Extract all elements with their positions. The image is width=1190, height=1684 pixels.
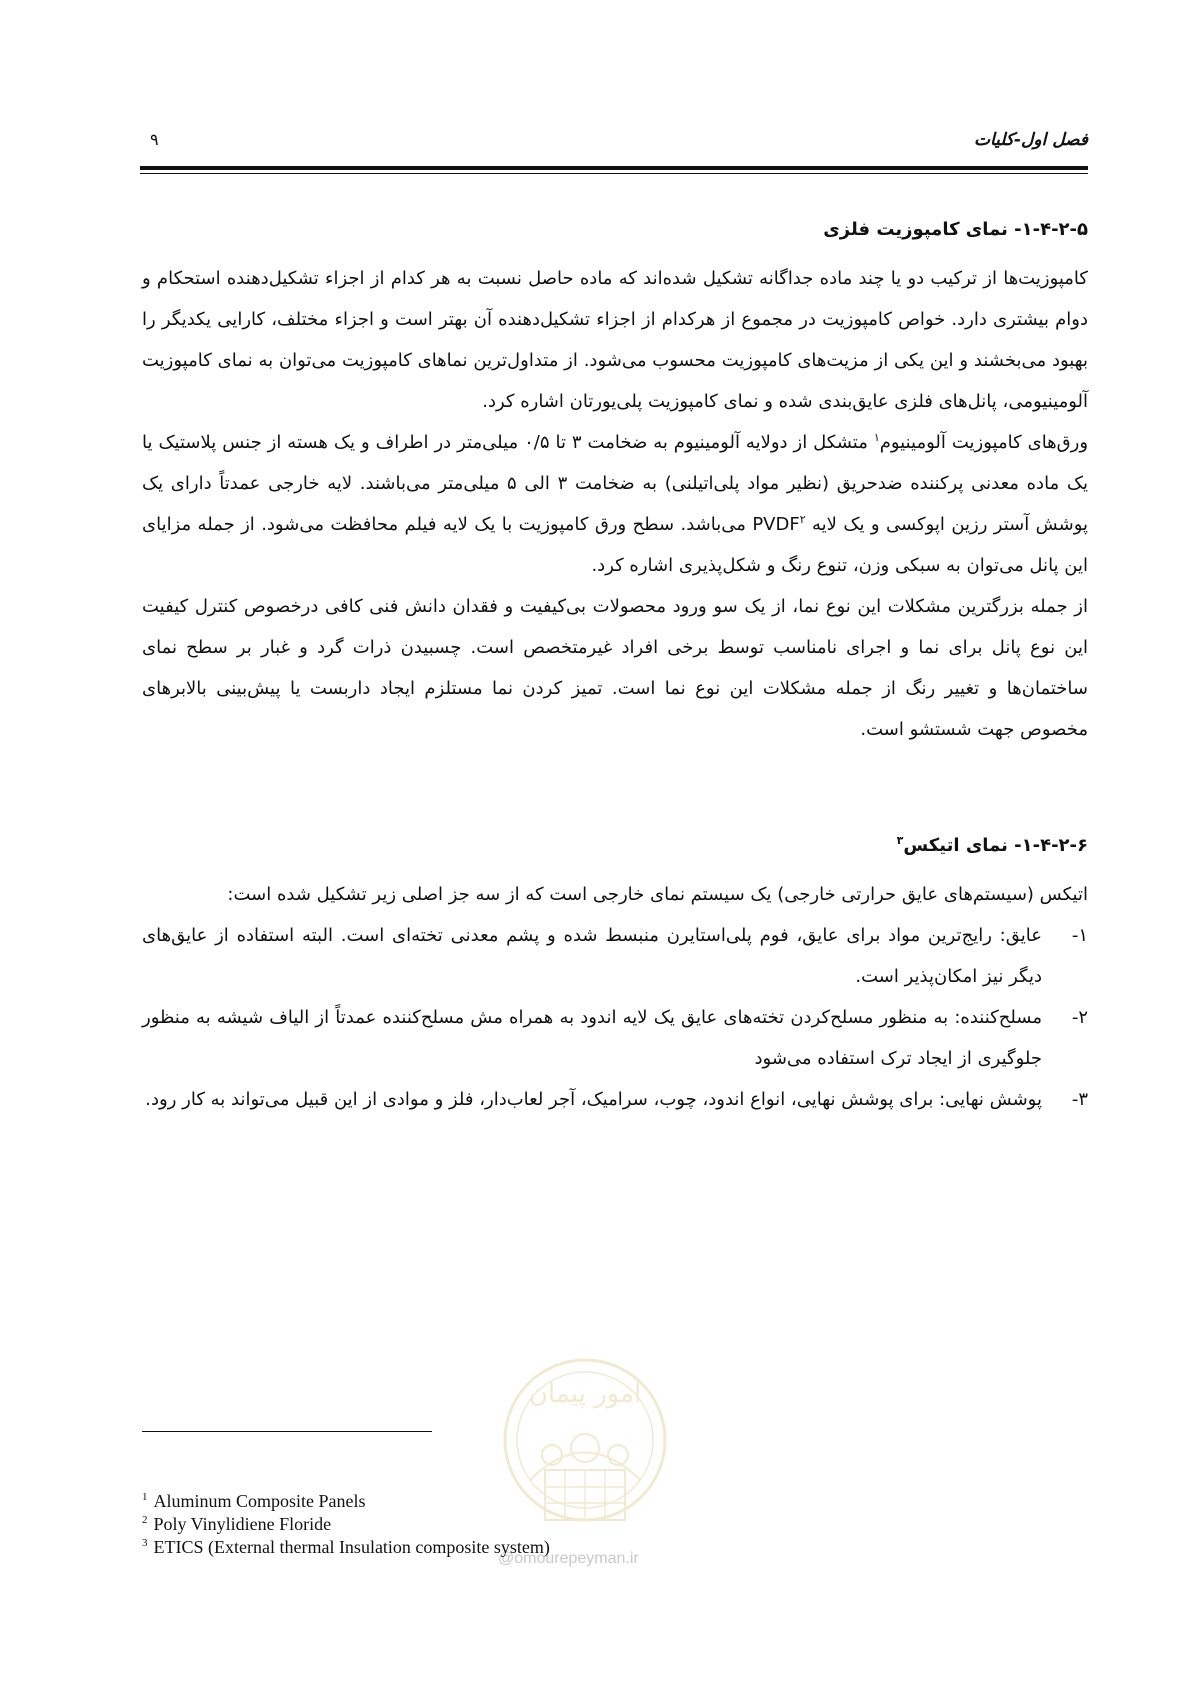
- list-text: عایق: رایج‌ترین مواد برای عایق، فوم پلی‌استایرن منبسط شده و پشم معدنی تخته‌ای است. البته استفاده از عایق‌های دیگر نیز امکان‌پذیر است.: [142, 925, 1042, 987]
- page-number: ۹: [150, 130, 159, 149]
- watermark-logo-text: امور پیمان: [528, 1379, 642, 1409]
- list-text: پوشش نهایی: برای پوشش نهایی، انواع اندود، چوب، سرامیک، آجر لعاب‌دار، فلز و موادی از این قبیل می‌تواند به کار رود.: [145, 1089, 1042, 1110]
- list-number: ۲-: [1071, 1007, 1088, 1028]
- paragraph-etics-intro: اتیکس (سیستم‌های عایق حرارتی خارجی) یک سیستم نمای خارجی است که از سه جز اصلی زیر تشکیل شده است:: [227, 884, 1088, 905]
- paragraph-aluminum-sheets: [142, 422, 1088, 586]
- text-fragment: متشکل از دولایه آلومینیوم به ضخامت ۳ تا ۰/۵ میلی‌متر در اطراف و یک هسته از جنس پلاستیک یا یک ماده معدنی پرکننده ضدحریق (نظیر مواد پلی‌اتیلنی) به ضخامت ۳ الی ۵ میلی‌متر می‌باشند. لایه خارجی عمدتاً دارای یک پوشش آستر رزین اپوکسی و یک لایه PVDF: [142, 432, 1089, 535]
- footnote-item: [142, 1490, 742, 1513]
- paragraph-composite-problems: از جمله بزرگترین مشکلات این نوع نما، از یک سو ورود محصولات بی‌کیفیت و فقدان دانش فنی کافی درخصوص کنترل کیفیت این نوع پانل برای نما و اجرای نامناسب توسط برخی افراد غیرمتخصص است. چسبیدن ذرات گرد و غبار بر سطح نمای ساختمان‌ها و تغییر رنگ از جمله مشکلات این نوع نما است. تمیز کردن نما مستلزم ایجاد داربست یا پیش‌بینی بالابرهای مخصوص جهت شستشو است.: [142, 596, 1088, 740]
- list-text: مسلح‌کننده: به منظور مسلح‌کردن تخته‌های عایق یک لایه اندود به همراه مش مسلح‌کننده عمدتاً از الیاف شیشه به منظور جلوگیری از ایجاد ترک استفاده می‌شود: [142, 1007, 1042, 1069]
- paragraph-composite-intro: کامپوزیت‌ها از ترکیب دو یا چند ماده جداگانه تشکیل شده‌اند که ماده حاصل نسبت به هر کدام از اجزاء تشکیل‌دهنده استحکام و دوام بیشتری دارد. خواص کامپوزیت در مجموع از هرکدام از اجزاء تشکیل‌دهنده آن بهتر است و اجزاء مختلف، کارایی یکدیگر را بهبود می‌بخشند و این یکی از مزیت‌های کامپوزیت محسوب می‌شود. از متداول‌ترین نماهای کامپوزیت می‌توان به نمای کامپوزیت آلومینیومی، پانل‌های فلزی عایق‌بندی شده و نمای کامپوزیت پلی‌یورتان اشاره کرد.: [142, 268, 1088, 412]
- section-heading-etics: [142, 826, 1088, 866]
- chapter-title: فصل اول-کلیات: [973, 130, 1088, 150]
- list-item: [142, 915, 1088, 997]
- footnote-ref-3: ۳: [896, 834, 904, 847]
- watermark-url: @omourepeyman.ir: [498, 1550, 639, 1567]
- list-item: [142, 1079, 1088, 1120]
- footnote-mark: 3: [142, 1537, 148, 1549]
- footnote-mark: 2: [142, 1514, 148, 1526]
- footnote-text: Aluminum Composite Panels: [153, 1491, 366, 1511]
- running-header: [140, 118, 1088, 158]
- footnote-mark: 1: [142, 1491, 148, 1503]
- list-number: ۱-: [1071, 925, 1088, 946]
- footnote-ref-2: ۲: [799, 513, 806, 526]
- header-rule-thick: [140, 166, 1088, 170]
- footnote-ref-1: ۱: [873, 431, 880, 444]
- list-number: ۳-: [1071, 1089, 1088, 1110]
- footnote-text: ETICS (External thermal Insulation composite system): [153, 1537, 550, 1557]
- footnote-item: [142, 1536, 742, 1559]
- heading-text: ۱-۴-۲-۶- نمای اتیکس: [903, 835, 1088, 856]
- footnote-rule: [142, 1431, 432, 1432]
- text-fragment: ورق‌های کامپوزیت آلومینیوم: [879, 432, 1089, 453]
- etics-components-list: [142, 915, 1088, 1120]
- footnote-text: Poly Vinylidiene Floride: [153, 1514, 332, 1534]
- main-content: [142, 200, 1088, 1120]
- footnotes: [142, 1490, 742, 1559]
- section-heading-composite: ۱-۴-۲-۵- نمای کامپوزیت فلزی: [823, 219, 1088, 240]
- list-item: [142, 997, 1088, 1079]
- text-fragment: می‌باشد. سطح ورق کامپوزیت با یک لایه فیلم محافظت می‌شود. از جمله مزایای این پانل می‌توان به سبکی وزن، تنوع رنگ و شکل‌پذیری اشاره کرد.: [142, 514, 1088, 576]
- footnote-item: [142, 1513, 742, 1536]
- header-rule-thin: [140, 173, 1088, 174]
